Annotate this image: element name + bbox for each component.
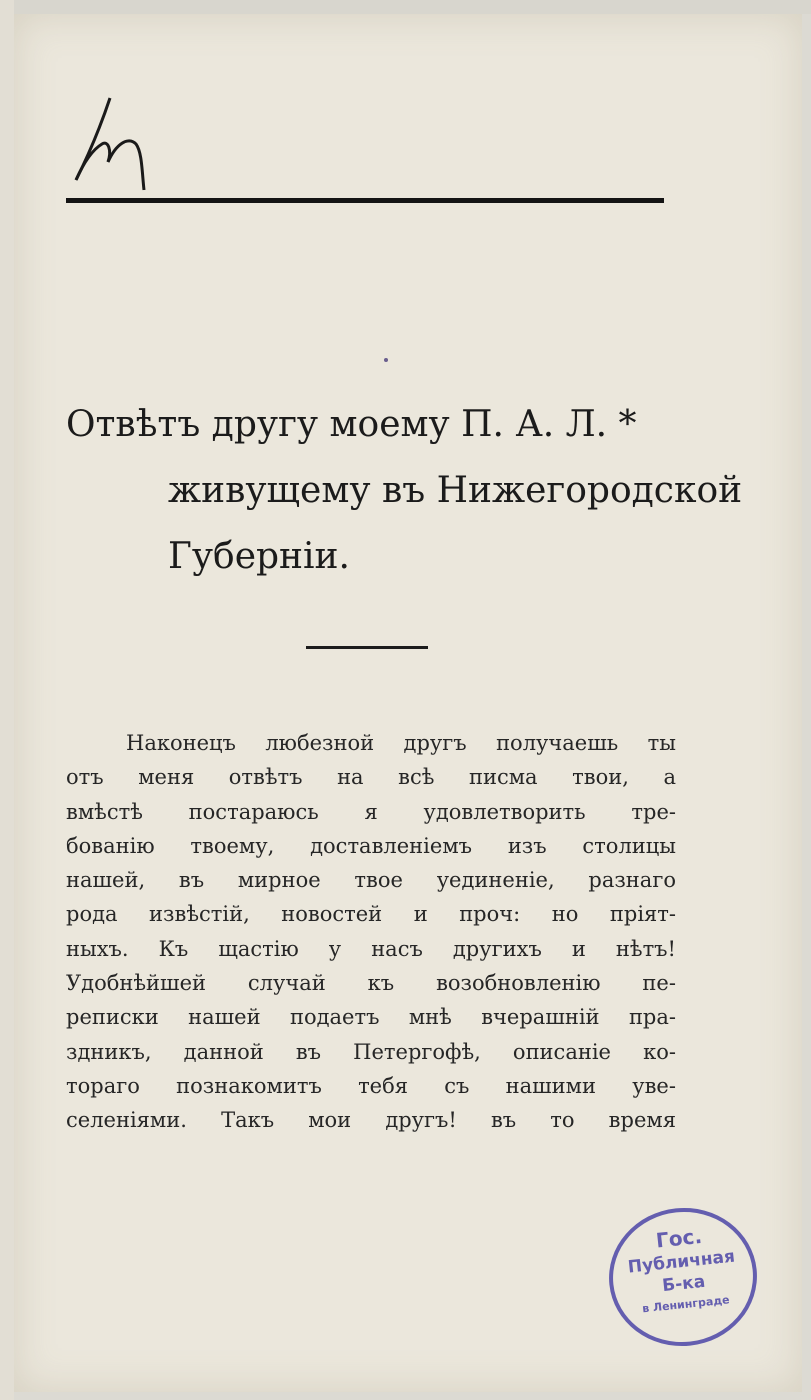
body-word: проч: — [459, 902, 521, 927]
body-word: возобновленію — [436, 971, 601, 996]
body-word: подаетъ — [289, 1005, 380, 1030]
body-word: столицы — [582, 833, 676, 858]
body-word: писма — [468, 765, 538, 790]
body-word: меня — [138, 765, 195, 790]
body-word: мои — [308, 1108, 352, 1133]
top-horizontal-rule — [66, 198, 664, 203]
body-word: насъ — [371, 936, 423, 961]
title-line: Отвѣтъ другу моему П. А. Л. * — [66, 404, 637, 445]
body-word: другъ — [403, 731, 467, 755]
body-word: Петергофѣ, — [353, 1039, 481, 1064]
body-word: а — [663, 765, 676, 790]
document-page — [14, 14, 802, 1392]
body-word: данной — [183, 1039, 264, 1064]
body-word: въ — [490, 1108, 517, 1133]
body-text — [66, 726, 676, 1138]
body-word: извѣстій, — [149, 902, 250, 927]
scan-left-strip — [0, 0, 14, 1400]
stamp-line: Гос. — [654, 1223, 704, 1253]
body-word: отвѣтъ — [228, 765, 303, 790]
title-line: Губерніи. — [168, 536, 350, 577]
body-word: удовлетворить — [423, 799, 586, 824]
body-word: бованію — [66, 833, 155, 858]
body-word: постараюсь — [188, 799, 319, 824]
body-word: твоему, — [190, 833, 275, 858]
body-word: я — [364, 799, 378, 824]
body-word: уединеніе, — [436, 868, 555, 893]
body-line — [66, 932, 676, 966]
body-word: всѣ — [398, 765, 435, 790]
body-word: нашей — [188, 1005, 261, 1030]
body-word: доставленіемъ — [310, 833, 473, 858]
body-word: ко- — [643, 1039, 676, 1064]
body-word: увe- — [632, 1073, 676, 1098]
body-word: познакомитъ — [176, 1073, 322, 1098]
body-line — [66, 897, 676, 931]
body-word: нѣтъ! — [615, 936, 676, 961]
body-word: другихъ — [452, 936, 542, 961]
body-word: твои, — [572, 765, 629, 790]
stamp-line: в Ленинграде — [641, 1293, 731, 1316]
body-line — [66, 726, 676, 760]
body-word: но — [551, 902, 579, 927]
body-word: отъ — [66, 765, 104, 790]
body-word: пе- — [642, 971, 676, 996]
body-word: то — [550, 1108, 575, 1133]
handwritten-mark — [62, 92, 152, 202]
body-word: тре- — [631, 799, 676, 824]
body-line — [66, 760, 676, 794]
ink-speck — [384, 358, 388, 362]
body-word: мнѣ — [408, 1005, 452, 1030]
body-word: мирное — [237, 868, 321, 893]
body-line — [66, 1035, 676, 1069]
body-line — [66, 1069, 676, 1103]
body-word: тебя — [358, 1073, 408, 1098]
body-word: нашей, — [66, 868, 146, 893]
stamp-line: Публичная — [626, 1246, 736, 1278]
body-word: у — [328, 936, 342, 961]
body-line — [66, 795, 676, 829]
body-word: въ — [178, 868, 205, 893]
body-word: ты — [647, 731, 676, 755]
title-line: живущему въ Нижегородской — [168, 470, 743, 511]
body-word: разнаго — [588, 868, 676, 893]
middle-divider-rule — [306, 646, 428, 649]
body-word: изъ — [507, 833, 547, 858]
body-word: реписки — [66, 1005, 159, 1030]
body-word: съ — [444, 1073, 470, 1098]
body-word: щастію — [218, 936, 299, 961]
body-word: и — [413, 902, 428, 927]
body-word: вчерашній — [481, 1005, 600, 1030]
body-line — [66, 863, 676, 897]
body-word: Удобнѣйшей — [66, 971, 206, 996]
body-word: въ — [295, 1039, 322, 1064]
body-word: Къ — [158, 936, 189, 961]
body-line — [66, 829, 676, 863]
body-word: здникъ, — [66, 1039, 152, 1064]
document-title — [66, 392, 766, 590]
body-word: селеніями. — [66, 1108, 187, 1133]
body-word: пріят- — [609, 902, 676, 927]
body-word: любезной — [265, 731, 375, 755]
body-word: на — [337, 765, 364, 790]
body-word: другъ! — [385, 1108, 457, 1133]
body-word: Такъ — [221, 1108, 275, 1133]
body-word: случай — [247, 971, 326, 996]
body-line — [66, 1103, 676, 1137]
body-word: пра- — [628, 1005, 676, 1030]
body-word: Наконецъ — [126, 731, 236, 755]
body-word: получаешь — [496, 731, 619, 755]
body-word: твое — [354, 868, 403, 893]
body-word: вмѣстѣ — [66, 799, 143, 824]
stamp-line: Б-ка — [661, 1271, 707, 1297]
body-word: и — [571, 936, 586, 961]
body-line — [66, 966, 676, 1000]
scan-top-edge — [0, 0, 811, 14]
body-word: тораго — [66, 1073, 140, 1098]
body-word: описаніе — [512, 1039, 611, 1064]
body-word: къ — [367, 971, 395, 996]
body-word: ныхъ. — [66, 936, 129, 961]
body-word: нашими — [505, 1073, 596, 1098]
body-word: новостей — [281, 902, 383, 927]
body-line — [66, 1000, 676, 1034]
body-word: время — [608, 1108, 676, 1133]
body-word: рода — [66, 902, 118, 927]
